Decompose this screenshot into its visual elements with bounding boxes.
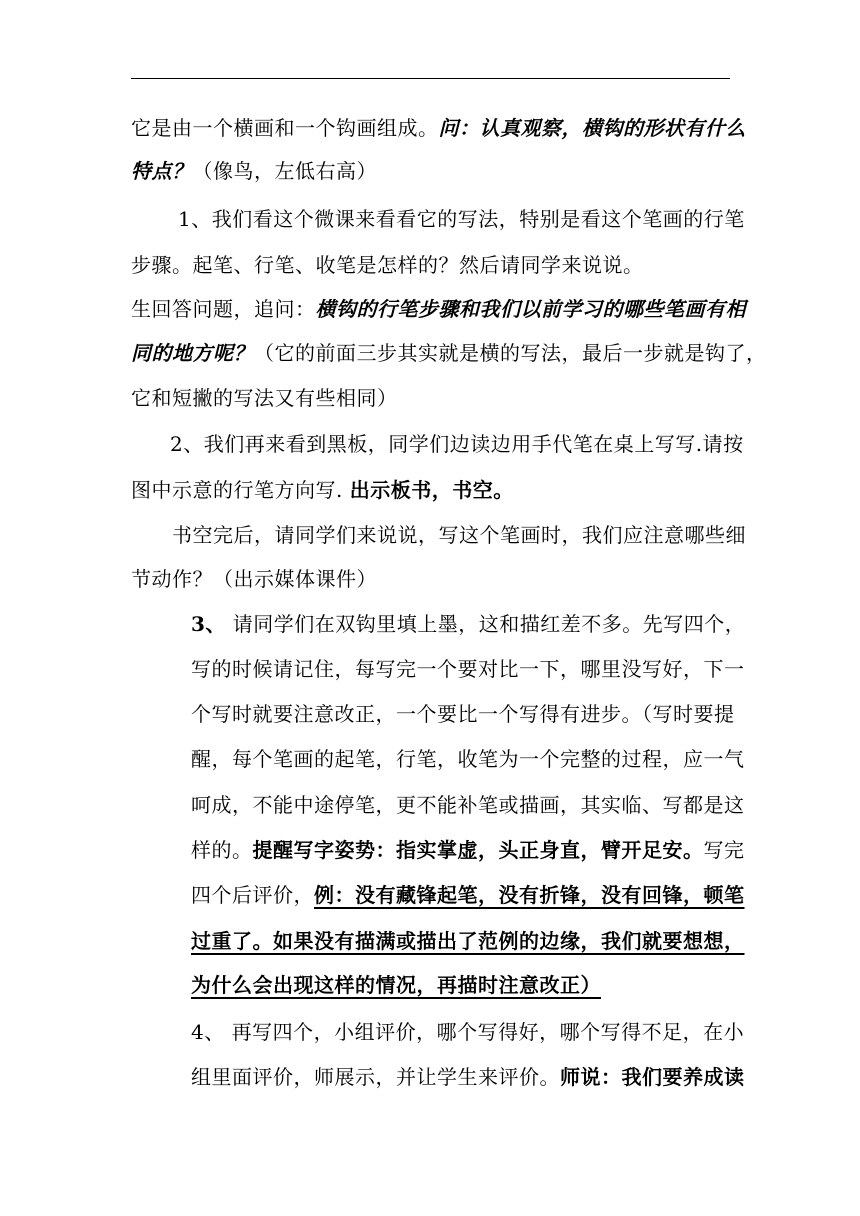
text-line	[131, 477, 514, 503]
text-line	[131, 158, 377, 184]
text-run: 2、我们再来看到黑板，同学们边读边用手代笔在桌上写写.请按	[170, 432, 744, 456]
text-run: 写完	[703, 838, 745, 862]
question-text: 横钩的行笔步骤和我们以前学习的哪些笔画有相	[315, 297, 746, 321]
underlined-bold-text: 为什么会出现这样的情况，再描时注意改正）	[191, 973, 601, 997]
text-line	[191, 882, 745, 908]
text-run: 醒，每个笔画的起笔，行笔，收笔为一个完整的过程，应一气	[191, 747, 745, 771]
text-line	[131, 296, 746, 322]
text-run: 书空完后，请同学们来说说，写这个笔画时，我们应注意哪些细	[172, 523, 746, 547]
text-line	[131, 340, 767, 366]
text-line	[191, 972, 601, 998]
text-line	[191, 656, 745, 682]
text-run: 它和短撇的写法又有些相同）	[131, 386, 398, 410]
text-line	[131, 252, 644, 278]
text-line	[191, 701, 735, 727]
text-run: 呵成，不能中途停笔，更不能补笔或描画，其实临、写都是这	[191, 793, 745, 817]
question-text: 问：认真观察，横钩的形状有什么	[438, 116, 746, 140]
question-text: 同的地方呢？	[131, 341, 254, 365]
text-line	[131, 115, 746, 141]
text-run: 图中示意的行笔方向写.	[131, 478, 350, 502]
text-line	[131, 385, 398, 411]
text-line	[172, 522, 746, 548]
text-run: 它是由一个横画和一个钩画组成。	[131, 116, 439, 140]
text-run: 样的。	[191, 838, 253, 862]
text-run: 节动作？（出示媒体课件）	[131, 567, 377, 591]
underlined-bold-text: 过重了。如果没有描满或描出了范例的边缘，我们就要想想，	[191, 929, 745, 953]
text-line	[131, 566, 377, 592]
bold-text: 师说：我们要养成读	[560, 1065, 745, 1089]
text-line	[191, 837, 745, 863]
text-run: 步骤。起笔、行笔、收笔是怎样的？然后请同学来说说。	[131, 253, 644, 277]
text-run: 1、我们看这个微课来看看它的写法，特别是看这个笔画的行笔	[178, 207, 745, 231]
text-run: （它的前面三步其实就是横的写法，最后一步就是钩了，	[254, 341, 767, 365]
text-line	[170, 431, 744, 457]
text-run: 组里面评价，师展示，并让学生来评价。	[191, 1065, 560, 1089]
text-run: 4、 再写四个，小组评价，哪个写得好，哪个写得不足，在小	[191, 1020, 745, 1044]
text-line	[191, 1019, 744, 1045]
text-run: 个写时就要注意改正，一个要比一个写得有进步。（写时要提	[191, 702, 735, 726]
text-line	[191, 928, 745, 954]
text-run: 四个后评价，	[191, 883, 314, 907]
text-line	[191, 792, 745, 818]
text-line	[191, 611, 745, 637]
text-run: （像鸟，左低右高）	[192, 159, 377, 183]
header-rule	[131, 78, 730, 79]
text-line	[191, 746, 745, 772]
text-line	[178, 206, 745, 232]
list-number: 3、	[191, 612, 226, 636]
text-line	[191, 1064, 745, 1090]
underlined-bold-text: 例：没有藏锋起笔，没有折锋，没有回锋，顿笔	[314, 883, 745, 907]
question-text: 特点？	[131, 159, 193, 183]
bold-text: 提醒写字姿势：指实掌虚，头正身直，臂开足安。	[252, 838, 704, 862]
text-run: 写的时候请记住，每写完一个要对比一下，哪里没写好，下一	[191, 657, 745, 681]
text-run: 请同学们在双钩里填上墨，这和描红差不多。先写四个，	[225, 612, 746, 636]
bold-text: 出示板书，书空。	[349, 478, 514, 502]
text-run: 生回答问题，追问：	[131, 297, 316, 321]
